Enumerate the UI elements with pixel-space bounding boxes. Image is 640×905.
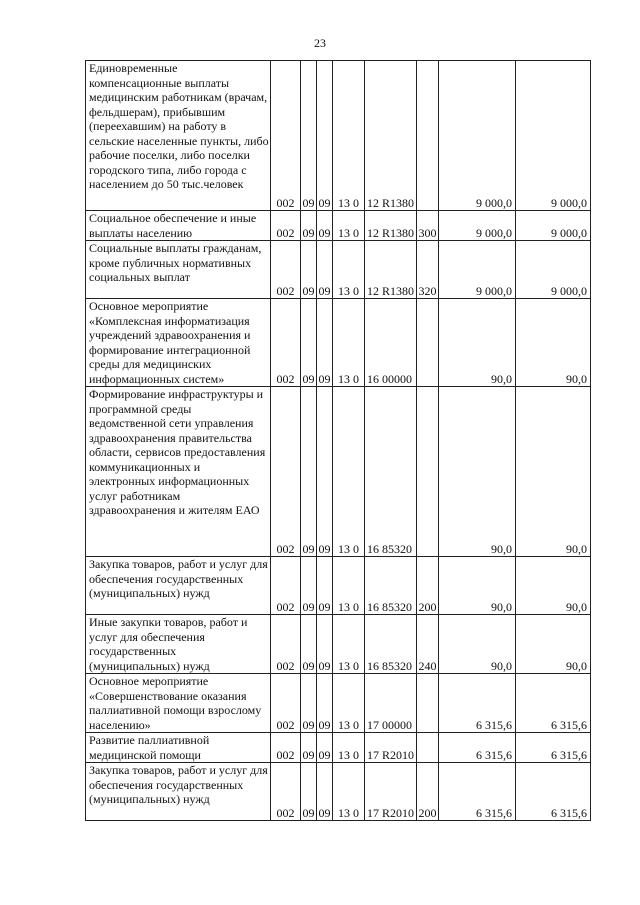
item-code: 16 00000 — [365, 299, 417, 387]
budget-table — [85, 60, 591, 821]
expense-type-code: 200 — [417, 763, 439, 821]
subsection-code: 09 — [317, 674, 333, 733]
subsection-code: 09 — [317, 387, 333, 557]
table-row — [86, 387, 591, 557]
ministry-code: 002 — [271, 733, 301, 763]
item-code: 16 85320 — [365, 615, 417, 674]
table-row — [86, 557, 591, 615]
program-code: 13 0 — [333, 241, 365, 299]
section-code: 09 — [301, 211, 317, 241]
ministry-code: 002 — [271, 674, 301, 733]
amount-year-2: 90,0 — [516, 299, 591, 387]
amount-year-2: 9 000,0 — [516, 241, 591, 299]
ministry-code: 002 — [271, 387, 301, 557]
amount-year-1: 9 000,0 — [439, 241, 516, 299]
expense-type-code: 240 — [417, 615, 439, 674]
program-code: 13 0 — [333, 211, 365, 241]
amount-year-1: 6 315,6 — [439, 733, 516, 763]
program-code: 13 0 — [333, 615, 365, 674]
program-code: 13 0 — [333, 733, 365, 763]
expense-type-code: 320 — [417, 241, 439, 299]
subsection-code: 09 — [317, 299, 333, 387]
item-code: 12 R1380 — [365, 61, 417, 211]
section-code: 09 — [301, 61, 317, 211]
row-name: Иные закупки товаров, работ и услуг для обеспечения государственных (муниципальных) нужд — [86, 615, 271, 674]
item-code: 12 R1380 — [365, 211, 417, 241]
amount-year-1: 90,0 — [439, 557, 516, 615]
table-row — [86, 61, 591, 211]
amount-year-2: 90,0 — [516, 615, 591, 674]
ministry-code: 002 — [271, 763, 301, 821]
section-code: 09 — [301, 763, 317, 821]
subsection-code: 09 — [317, 211, 333, 241]
amount-year-2: 9 000,0 — [516, 211, 591, 241]
section-code: 09 — [301, 615, 317, 674]
program-code: 13 0 — [333, 763, 365, 821]
expense-type-code — [417, 733, 439, 763]
section-code: 09 — [301, 674, 317, 733]
ministry-code: 002 — [271, 61, 301, 211]
ministry-code: 002 — [271, 211, 301, 241]
program-code: 13 0 — [333, 387, 365, 557]
expense-type-code — [417, 61, 439, 211]
table-row — [86, 733, 591, 763]
subsection-code: 09 — [317, 61, 333, 211]
amount-year-2: 90,0 — [516, 557, 591, 615]
page-number: 23 — [314, 36, 326, 50]
section-code: 09 — [301, 299, 317, 387]
expense-type-code: 200 — [417, 557, 439, 615]
subsection-code: 09 — [317, 241, 333, 299]
subsection-code: 09 — [317, 557, 333, 615]
amount-year-2: 9 000,0 — [516, 61, 591, 211]
item-code: 17 00000 — [365, 674, 417, 733]
program-code: 13 0 — [333, 299, 365, 387]
ministry-code: 002 — [271, 299, 301, 387]
item-code: 17 R2010 — [365, 763, 417, 821]
item-code: 16 85320 — [365, 557, 417, 615]
expense-type-code — [417, 299, 439, 387]
subsection-code: 09 — [317, 763, 333, 821]
section-code: 09 — [301, 557, 317, 615]
amount-year-2: 6 315,6 — [516, 674, 591, 733]
subsection-code: 09 — [317, 615, 333, 674]
row-name: Развитие паллиативной медицинской помощи — [86, 733, 271, 763]
program-code: 13 0 — [333, 674, 365, 733]
amount-year-1: 90,0 — [439, 387, 516, 557]
amount-year-1: 6 315,6 — [439, 763, 516, 821]
expense-type-code: 300 — [417, 211, 439, 241]
ministry-code: 002 — [271, 557, 301, 615]
expense-type-code — [417, 387, 439, 557]
row-name: Закупка товаров, работ и услуг для обеспечения государственных (муниципальных) нужд — [86, 557, 271, 615]
table-row — [86, 615, 591, 674]
amount-year-2: 6 315,6 — [516, 733, 591, 763]
item-code: 16 85320 — [365, 387, 417, 557]
expense-type-code — [417, 674, 439, 733]
table-row — [86, 211, 591, 241]
section-code: 09 — [301, 733, 317, 763]
amount-year-1: 6 315,6 — [439, 674, 516, 733]
program-code: 13 0 — [333, 61, 365, 211]
row-name: Социальные выплаты гражданам, кроме публичных нормативных социальных выплат — [86, 241, 271, 299]
amount-year-2: 6 315,6 — [516, 763, 591, 821]
row-name: Основное мероприятие «Совершенствование оказания паллиативной помощи взрослому населению» — [86, 674, 271, 733]
row-name: Социальное обеспечение и иные выплаты населению — [86, 211, 271, 241]
table-row — [86, 241, 591, 299]
amount-year-1: 9 000,0 — [439, 61, 516, 211]
row-name: Единовременные компенсационные выплаты медицинским работникам (врачам, фельдшерам), прибывшим (переехавшим) на работу в сельские населенные пункты, либо рабочие поселки, либо поселки городского типа, либо города с населением до 50 тыс.человек — [86, 61, 271, 211]
ministry-code: 002 — [271, 615, 301, 674]
row-name: Основное мероприятие «Комплексная информатизация учреждений здравоохранения и формирование интеграционной среды для медицинских информационных систем» — [86, 299, 271, 387]
item-code: 12 R1380 — [365, 241, 417, 299]
table-row — [86, 299, 591, 387]
section-code: 09 — [301, 241, 317, 299]
amount-year-1: 9 000,0 — [439, 211, 516, 241]
row-name: Закупка товаров, работ и услуг для обеспечения государственных (муниципальных) нужд — [86, 763, 271, 821]
subsection-code: 09 — [317, 733, 333, 763]
ministry-code: 002 — [271, 241, 301, 299]
item-code: 17 R2010 — [365, 733, 417, 763]
table-row — [86, 763, 591, 821]
section-code: 09 — [301, 387, 317, 557]
amount-year-2: 90,0 — [516, 387, 591, 557]
amount-year-1: 90,0 — [439, 299, 516, 387]
amount-year-1: 90,0 — [439, 615, 516, 674]
table-row — [86, 674, 591, 733]
program-code: 13 0 — [333, 557, 365, 615]
row-name: Формирование инфраструктуры и программной среды ведомственной сети управления здравоохранения правительства области, сервисов предоставления коммуникационных и электронных информационных услуг работникам здравоохранения и жителям ЕАО — [86, 387, 271, 557]
